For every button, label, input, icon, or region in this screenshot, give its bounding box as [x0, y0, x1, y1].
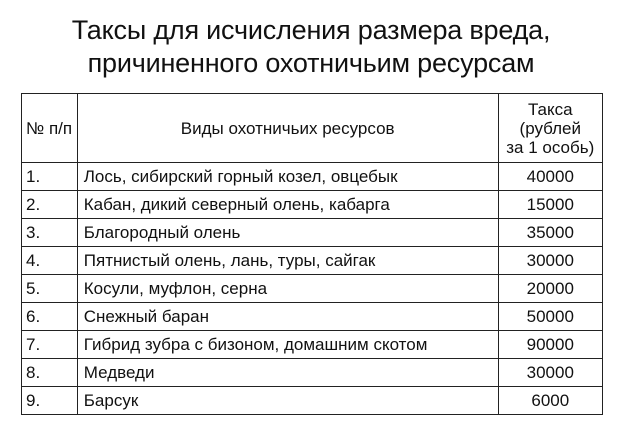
table-row — [22, 331, 603, 359]
row-species: Лось, сибирский горный козел, овцебык — [77, 163, 498, 191]
row-number: 5. — [22, 275, 78, 303]
table-row — [22, 247, 603, 275]
row-number: 8. — [22, 359, 78, 387]
row-number: 9. — [22, 387, 78, 415]
row-species: Благородный олень — [77, 219, 498, 247]
row-number: 7. — [22, 331, 78, 359]
row-tax: 50000 — [498, 303, 602, 331]
row-tax: 40000 — [498, 163, 602, 191]
row-number: 6. — [22, 303, 78, 331]
table-row — [22, 359, 603, 387]
row-number: 2. — [22, 191, 78, 219]
header-species: Виды охотничьих ресурсов — [77, 94, 498, 163]
table-header-row — [22, 94, 603, 163]
row-tax: 35000 — [498, 219, 602, 247]
table-row — [22, 163, 603, 191]
row-species: Снежный баран — [77, 303, 498, 331]
header-tax-line-1: Такса — [527, 99, 573, 119]
row-tax: 30000 — [498, 247, 602, 275]
row-tax: 15000 — [498, 191, 602, 219]
row-species: Гибрид зубра с бизоном, домашним скотом — [77, 331, 498, 359]
table-row — [22, 387, 603, 415]
row-species: Медведи — [77, 359, 498, 387]
row-species: Кабан, дикий северный олень, кабарга — [77, 191, 498, 219]
table-row — [22, 303, 603, 331]
row-species: Барсук — [77, 387, 498, 415]
row-tax: 20000 — [498, 275, 602, 303]
header-number: № п/п — [22, 94, 78, 163]
row-tax: 30000 — [498, 359, 602, 387]
row-tax: 90000 — [498, 331, 602, 359]
page-title — [0, 14, 622, 80]
table-row — [22, 191, 603, 219]
table-row — [22, 219, 603, 247]
header-tax-line-2: (рублей — [519, 118, 581, 138]
title-line-2: причиненного охотничьим ресурсам — [87, 48, 535, 78]
row-species: Пятнистый олень, лань, туры, сайгак — [77, 247, 498, 275]
row-tax: 6000 — [498, 387, 602, 415]
row-species: Косули, муфлон, серна — [77, 275, 498, 303]
header-tax — [498, 94, 602, 163]
row-number: 1. — [22, 163, 78, 191]
header-tax-line-3: за 1 особь) — [506, 137, 595, 157]
tax-table — [21, 93, 603, 415]
row-number: 4. — [22, 247, 78, 275]
table-row — [22, 275, 603, 303]
title-line-1: Таксы для исчисления размера вреда, — [71, 15, 551, 45]
row-number: 3. — [22, 219, 78, 247]
